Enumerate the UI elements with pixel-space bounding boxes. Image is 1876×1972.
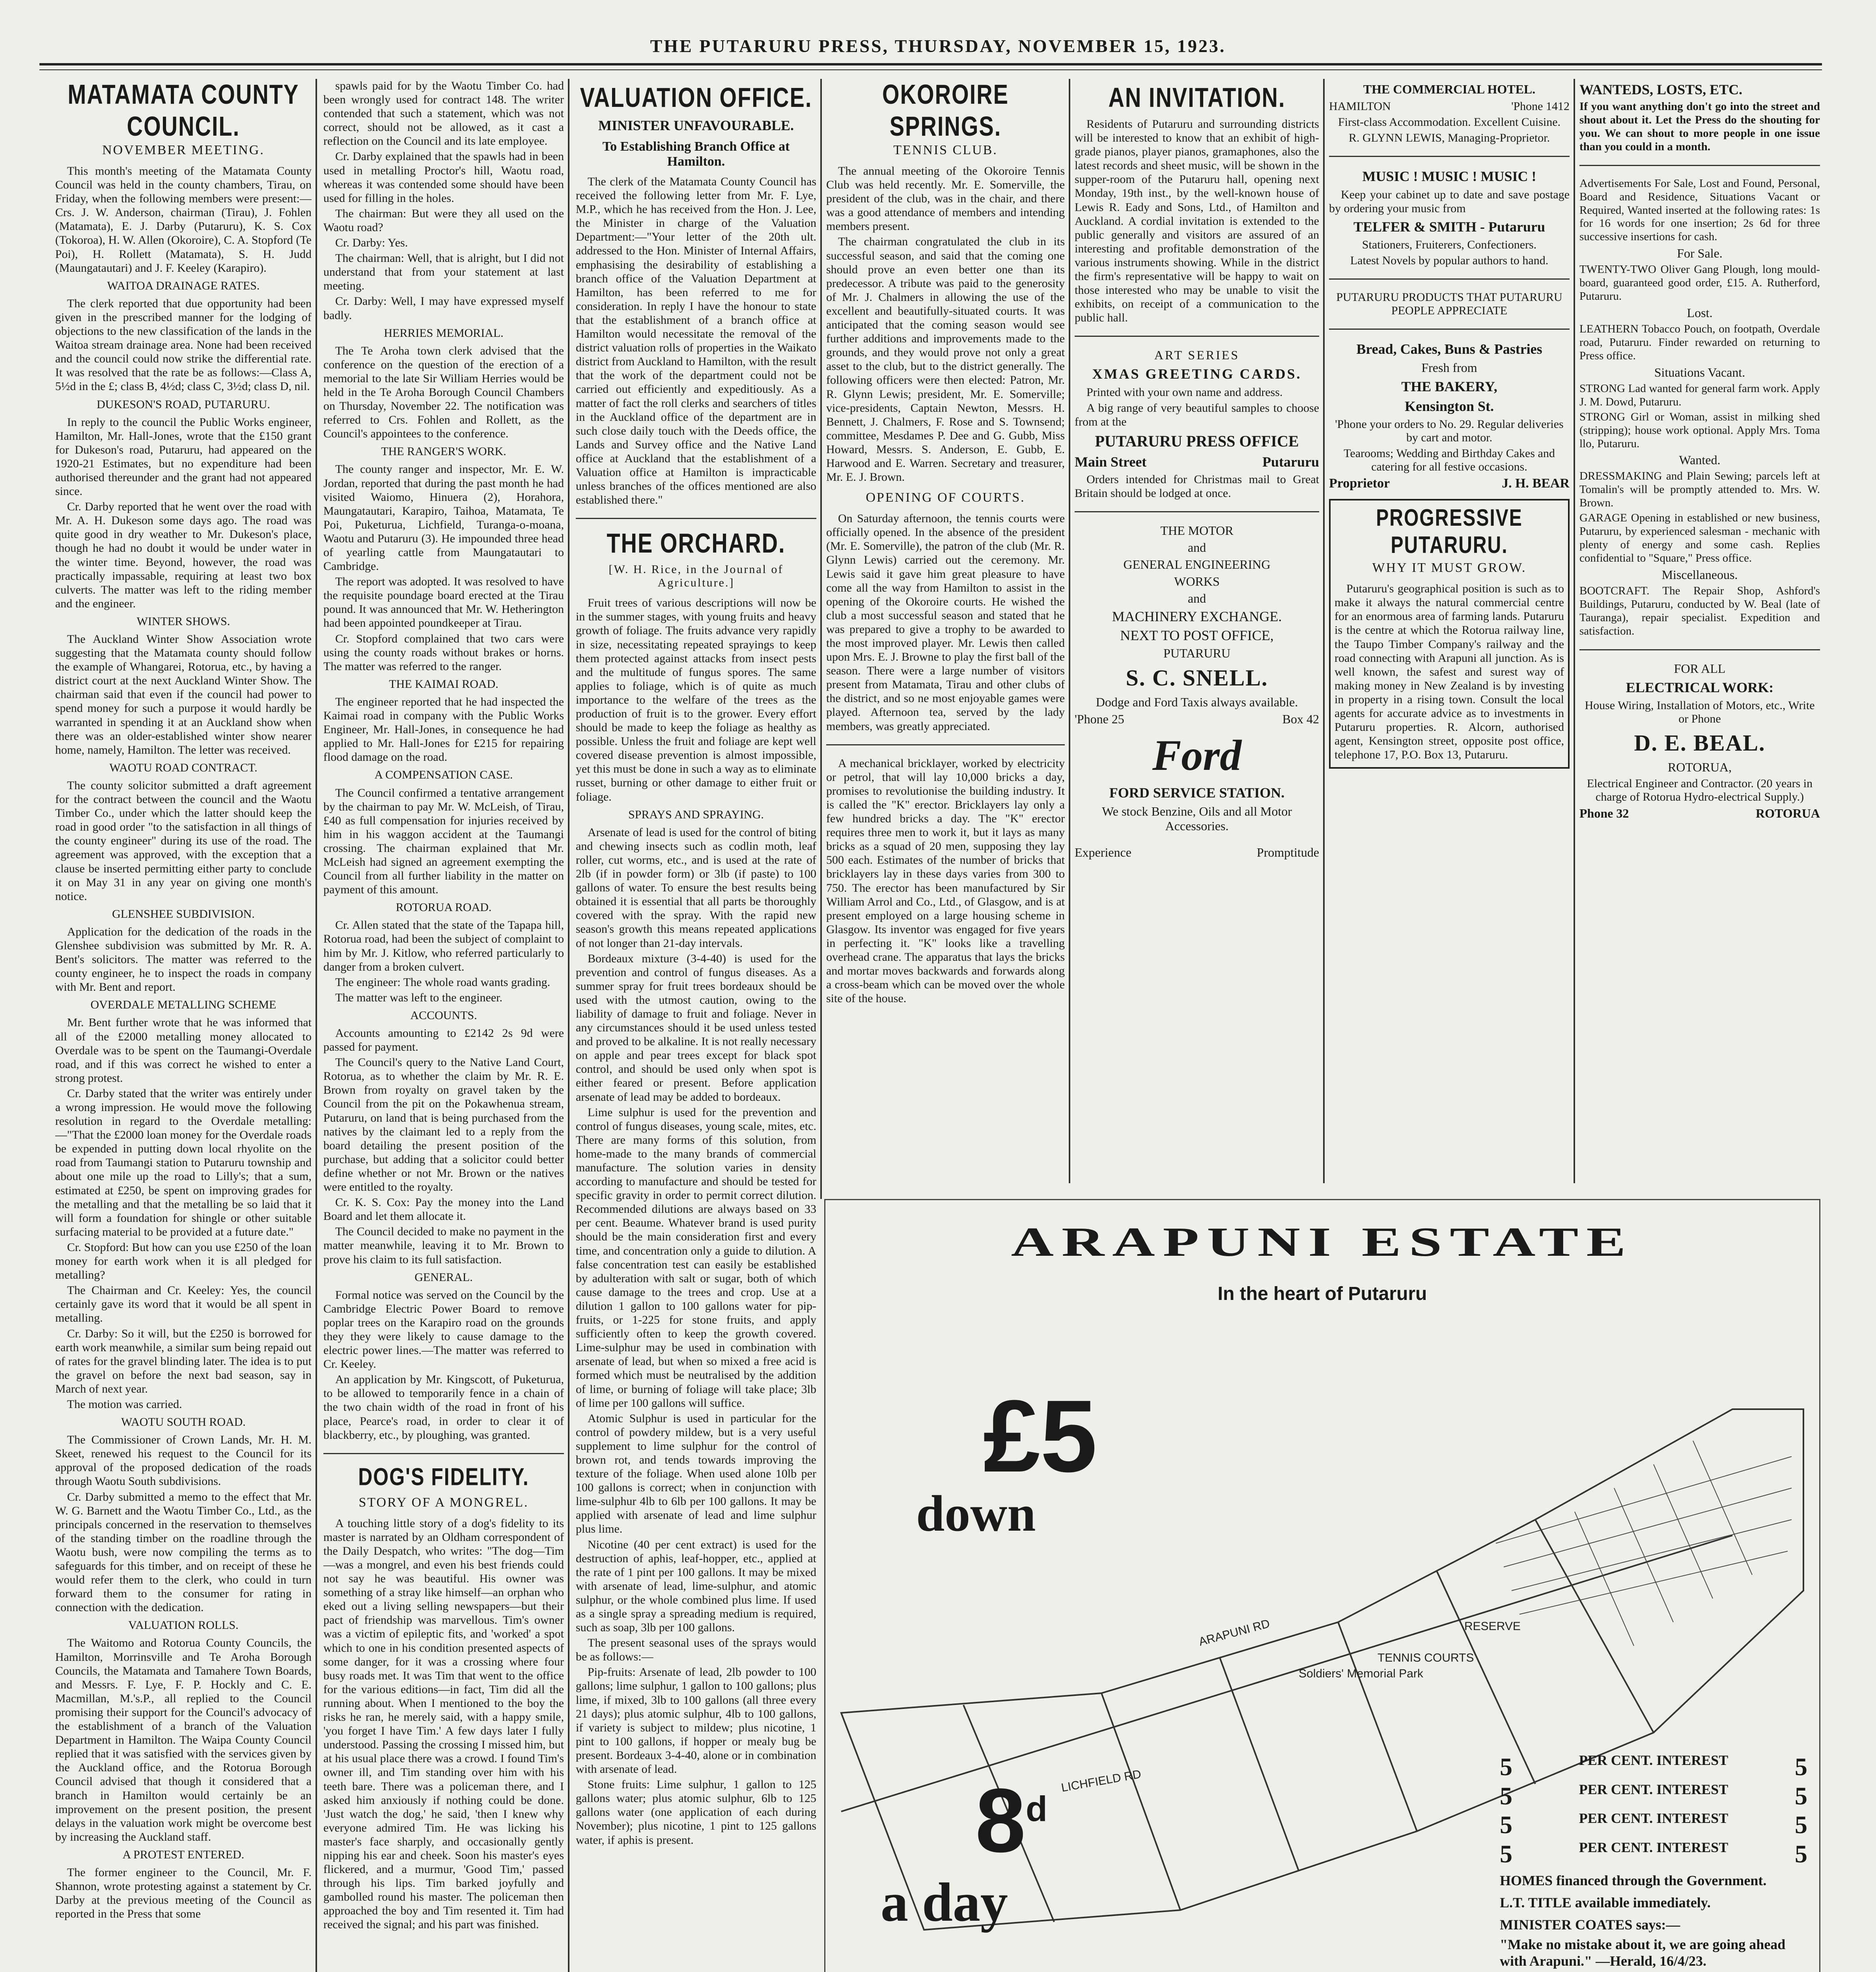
- ad-experience: Experience: [1075, 845, 1131, 859]
- paragraph: The chairman: But were they all used on the Waotu road?: [323, 207, 564, 234]
- interest-row: 5 PER CENT. INTEREST 5: [1500, 1781, 1807, 1810]
- article-subtitle: MINISTER UNFAVOURABLE.: [598, 118, 794, 133]
- article-byline: [W. H. Rice, in the Journal of Agriculture.]: [609, 563, 784, 590]
- ad-art-series: ART SERIES: [1154, 348, 1240, 362]
- paragraph: The Commissioner of Crown Lands, Mr. H. M. Skeet, renewed his request to the Council for its approval of the proposed dedication of the roads through Waotu South subdivisions.: [55, 1433, 312, 1488]
- estate-quote: "Make no mistake about it, we are going ahead with Arapuni." —Herald, 16/4/23.: [1500, 1937, 1786, 1969]
- paragraph: The engineer: The whole road wants grading.: [335, 975, 551, 989]
- ad-phone32: Phone 32: [1579, 806, 1629, 820]
- paragraph: The Council confirmed a tentative arrangement by the chairman to pay Mr. W. McLeish, of Tirau, £40 as full compensation for injuries received by him in his waggon accident at the Taumangi crossing. The chairman explained that Mr. McLeish had signed an agreement exempting the Council from all further liability in the matter on payment of this amount.: [323, 786, 564, 896]
- article-title: MATAMATA COUNTY COUNCIL.: [67, 79, 299, 142]
- ad-for-all: FOR ALL: [1674, 661, 1726, 676]
- ad-hamilton: HAMILTON: [1329, 100, 1391, 113]
- divider: [1329, 329, 1570, 330]
- ad-progressive-text: Putaruru's geographical position is such as to make it always the natural commercial centre for an enormous area of farming lands. Putaruru is the centre at which the Rotorua railway line, the Taupo Timber Company's railway and the road connecting with Arapuni all junction. As is well known, the safest and surest way of making money in New Zealand is by investing in property in a rising town. Consult the local agents for accurate advice as to investments in Putaruru properties. R. Alcorn, authorised agent, Kensington street, opposite post office, telephone 17, P.O. Box 13, Putaruru.: [1335, 582, 1564, 762]
- ad-accom: First-class Accommodation. Excellent Cuisine.: [1338, 116, 1561, 129]
- ad-general-engineering: GENERAL ENGINEERING: [1123, 557, 1271, 571]
- article-title: VALUATION OFFICE.: [580, 82, 812, 113]
- estate-title: ARAPUNI ESTATE: [1011, 1219, 1634, 1265]
- masthead-rule: [39, 63, 1822, 70]
- paragraph: Lime sulphur is used for the prevention and control of fungus diseases, young scale, mites, etc. There are many forms of this solution, from home-made to the many brands of commercial manufacture. The solution varies in density according to manufacture and should be tested for specific gravity in order to permit correct dilution. Recommended dilutions are always based on 33 per cent. Beaume. Whatever brand is used purity should be the main consideration first and every time, and concentration only a guide to dilution. A false concentration test can easily be established by adulteration with salt or sugar, both of which cause damage to the trees and crop. Use at a dilution 1 gallon to 100 gallons water for pip-fruits, or 1-225 for stone fruits, and apply sufficiently often to keep the growth covered. Lime-sulphur may be used in combination with arsenate of lead, but when so mixed a free acid is formed which must be neutralised by the addition of lime, or burning of foliage will take place; 3lb of lime per 100 gallons will suffice.: [576, 1106, 816, 1410]
- map-label: LICHFIELD RD: [1060, 1767, 1142, 1795]
- map-label: RESERVE: [1464, 1620, 1521, 1633]
- article-matamata-council-cont: [323, 79, 564, 1972]
- article-body: [576, 596, 816, 1847]
- ad-proprietor: Proprietor: [1329, 476, 1390, 491]
- article-body: [576, 175, 816, 507]
- ad-text: A big range of very beautiful samples to choose from at the: [1075, 401, 1319, 428]
- ad-benzine: We stock Benzine, Oils and all Motor Accessories.: [1102, 804, 1292, 833]
- paragraph: Cr. Darby: Well, I may have expressed myself badly.: [323, 295, 564, 322]
- paragraph: The annual meeting of the Okoroire Tennis Club was held recently. Mr. E. Somerville, the president of the club, was in the chair, and there was a good attendance of members and intending members present.: [826, 164, 1065, 233]
- section-heading: WINTER SHOWS.: [136, 614, 230, 628]
- paragraph: The county solicitor submitted a draft agreement for the contract between the council and the Waotu Timber Co., under which the latter should keep the road in good order "to the satisfaction in all things of the county engineer" during its use of the road. The agreement was approved, with the exception that a clause be inserted permitting either party to conclude it on May 31 in any year on giving one month's notice.: [55, 779, 312, 903]
- classifieds-rates: Advertisements For Sale, Lost and Found, Personal, Board and Residence, Situations Vacant or Required, Wanted inserted at the following rates: 1s for 16 words for one insertion; 2s 6d for three successive insertions for cash.: [1579, 177, 1820, 243]
- classified-item: STRONG Lad wanted for general farm work. Apply J. M. Dowd, Putaruru.: [1579, 382, 1820, 408]
- column-rule: [820, 79, 822, 1199]
- section-heading: ACCOUNTS.: [410, 1008, 477, 1022]
- classified-item: DRESSMAKING and Plain Sewing; parcels left at Tomalin's will be promptly attended to. Mrs. W. Brown.: [1579, 470, 1820, 510]
- ad-novels: Latest Novels by popular authors to hand.: [1350, 254, 1549, 267]
- paragraph: The county ranger and inspector, Mr. E. W. Jordan, reported that during the past month he had visited Waiomo, Hinuera (2), Horahora, Maungatautari, Karapiro, Taihoa, Matamata, Te Poi, Puketurua, Lichfield, Turanga-o-moana, Waotu and Putaruru (3). He impounded three head of yearling cattle from Maungatautari to Cambridge.: [323, 463, 564, 573]
- section-heading: SPRAYS AND SPRAYING.: [628, 808, 764, 821]
- map-road: [1535, 1520, 1654, 1733]
- article-subtitle-2: To Establishing Branch Office at Hamilton.: [602, 139, 790, 169]
- interest-row: 5 PER CENT. INTEREST 5: [1500, 1752, 1807, 1781]
- paragraph: Formal notice was served on the Council by the Cambridge Electric Power Board to remove poplar trees on the Karapiro road on the grounds they they were likely to cause damage to the electric power lines.—The matter was referred to Cr. Keeley.: [323, 1288, 564, 1371]
- paragraph: This month's meeting of the Matamata County Council was held in the county chambers, Tirau, on Friday, when the following members were present:—Crs. J. W. Anderson, chairman (Tirau), J. Fohlen (Matamata), E. J. Darby (Putaruru), K. S. Cox (Tokoroa), H. W. Allen (Okoroire), C. A. Stopford (Te Poi), H. Rollett (Matamata), S. H. Judd (Maungatautari) and J. F. Keeley (Karapiro).: [55, 164, 312, 275]
- ad-next-post-office: NEXT TO POST OFFICE,: [1120, 627, 1274, 643]
- paragraph: The Auckland Winter Show Association wrote suggesting that the Matamata county should follow the example of Whangarei, Rotorua, etc., by having a district court at the next Auckland Winter Show. The chairman said that even if the council had power to spend money for such a purpose it would hardly be warranted in spending it at an Auckland show when there was an older-established winter show nearer home, namely, Hamilton. The letter was received.: [55, 633, 312, 756]
- classified-item: LEATHERN Tobacco Pouch, on footpath, Overdale road, Putaruru. Finder rewarded on returning to Press office.: [1579, 323, 1820, 362]
- paragraph: Stone fruits: Lime sulphur, 1 gallon to 125 gallons water; plus atomic sulphur, 6lb to 125 gallons water (one application of each during November); plus nicotine, 1 pint to 125 gallons water, if aphis is present.: [576, 1778, 816, 1847]
- article-body: [826, 164, 1065, 484]
- column-rule: [1323, 79, 1325, 1183]
- section-misc: Miscellaneous.: [1661, 567, 1738, 582]
- map-lot-line: [1437, 1571, 1535, 1784]
- estate-eight: [975, 1768, 1047, 1873]
- ad-bear: J. H. BEAR: [1502, 476, 1570, 491]
- ad-rotorua2: ROTORUA: [1756, 806, 1820, 820]
- ad-greeting-cards: XMAS GREETING CARDS.: [1092, 366, 1302, 382]
- ad-snell: S. C. SNELL.: [1126, 665, 1268, 691]
- ad-ford-station: FORD SERVICE STATION.: [1109, 784, 1285, 801]
- ad-promptitude: Promptitude: [1256, 845, 1319, 859]
- column-rule: [568, 79, 569, 1972]
- map-label: Soldiers' Memorial Park: [1299, 1667, 1423, 1680]
- paragraph: Bordeaux mixture (3-4-40) is used for the prevention and control of fungus diseases. As a summer spray for fruit trees bordeaux should be used with the utmost caution, owing to the liability of damage to fruit and foliage. Never in any circumstances should it be used unless tested and proved to be alkaline. It is not really necessary on apple and pear trees except for black spot control, and should be used only when spot is either feared or present. Before application arsenate of lead may be added to bordeaux.: [576, 952, 816, 1104]
- map-label: TENNIS COURTS: [1378, 1651, 1474, 1664]
- divider: [1329, 156, 1570, 157]
- estate-homes: HOMES financed through the Government.: [1500, 1873, 1767, 1889]
- ad-fresh: Fresh from: [1421, 360, 1477, 375]
- paragraph: The Chairman and Cr. Keeley: Yes, the council certainly gave its word that it would be all spent in metalling.: [55, 1284, 312, 1325]
- article-valuation-office: [576, 79, 816, 1972]
- ad-phone-row: [1075, 712, 1319, 726]
- ad-progressive-sub: WHY IT MUST GROW.: [1372, 560, 1527, 575]
- ad-dodge: Dodge and Ford Taxis always available.: [1096, 695, 1298, 709]
- paragraph: The chairman: Well, that is alright, but I did not understand that from your statement at last meeting.: [323, 252, 564, 293]
- masthead: THE PUTARURU PRESS, THURSDAY, NOVEMBER 15, 1923.: [650, 36, 1226, 56]
- article-matamata-council: [55, 79, 312, 1972]
- paragraph: The clerk reported that due opportunity had been given in the prescribed manner for the lodging of objections to the new classification of the lands in the Waitoa stream drainage area. None had been received and the council could now strike the differential rate. It was resolved that the rate be as follows:—Class A, 5½d in the £; class B, 4½d; class C, 3½d; class D, nil.: [55, 297, 312, 393]
- paragraph: Cr. Stopford: But how can you use £250 of the loan money for earth work when it is all pledged for metalling?: [55, 1240, 312, 1282]
- ad-beal: D. E. BEAL.: [1634, 730, 1766, 756]
- section-situations: Situations Vacant.: [1654, 365, 1745, 379]
- ad-invitation-title: AN INVITATION.: [1108, 82, 1286, 113]
- divider: [1075, 336, 1319, 337]
- section-heading: THE KAIMAI ROAD.: [389, 677, 498, 691]
- estate-subtitle: In the heart of Putaruru: [1217, 1283, 1427, 1304]
- paragraph: The present seasonal uses of the sprays would be as follows:—: [576, 1636, 816, 1664]
- article-title: OKOROIRE SPRINGS.: [882, 79, 1009, 142]
- map-lot-line: [1220, 1658, 1299, 1871]
- column-rule: [1574, 79, 1575, 1183]
- ad-house-wiring: House Wiring, Installation of Motors, etc., Write or Phone: [1585, 698, 1815, 725]
- section-heading: DUKESON'S ROAD, PUTARURU.: [97, 398, 270, 411]
- ad-tearooms: Tearooms; Wedding and Birthday Cakes and catering for all festive occasions.: [1344, 447, 1555, 474]
- ad-kensington: Kensington St.: [1404, 398, 1494, 415]
- article-bricklayer: [826, 756, 1065, 1006]
- section-heading: WAOTU ROAD CONTRACT.: [109, 761, 258, 774]
- paragraph: In reply to the council the Public Works engineer, Hamilton, Mr. Hall-Jones, wrote that the £150 grant for Dukeson's road, Putaruru, had appeared on the 1920-21 Estimates, but no expenditure had been authorised thereunder and the grant had not appeared since.: [55, 415, 312, 498]
- paragraph: The Waitomo and Rotorua County Councils, the Hamilton, Morrinsville and Te Aroha Borough Councils, the Matamata and Tamahere Town Boards, and Messrs. F. Lye, F. P. Hockly and C. E. Macmillan, M.'s.P., all replied to the Council promising their support for the Council's advocacy of the establishment of a branch of the Valuation Department in Hamilton. The Waipa County Council replied that it was satisfied with the services given by the Auckland office, and the Rotorua Borough Council advised that though it considered that a branch in Hamilton would certainly be an improvement on the present position, the present delays in the valuation work might be overcome best by increasing the Auckland staff.: [55, 1636, 312, 1843]
- ad-electrical: ELECTRICAL WORK:: [1626, 679, 1774, 695]
- paragraph: The Council's query to the Native Land Court, Rotorua, as to whether the claim by Mr. R. E. Brown from royalty on gravel taken by the Council from the pit on the Pokawhenua stream, Putaruru, on land that is being purchased from the natives by the claimant led to a reply from the board detailing the present position of the purchase, but adding that a solicitor could better define whether or not Mr. Brown or the natives were entitled to the royalty.: [323, 1056, 564, 1194]
- article-title-dog: DOG'S FIDELITY.: [358, 1462, 529, 1490]
- ad-bakery: THE BAKERY,: [1401, 379, 1497, 395]
- ad-stationers: Stationers, Fruiterers, Confectioners.: [1362, 238, 1537, 252]
- classifieds-title: WANTEDS, LOSTS, ETC.: [1579, 82, 1743, 97]
- ad-hotel: THE COMMERCIAL HOTEL.: [1363, 82, 1536, 96]
- section-heading: GENERAL.: [414, 1270, 473, 1284]
- article-body: [323, 1516, 564, 1932]
- ad-invitation-text: Residents of Putaruru and surrounding districts will be interested to know that an exhibit of high-grade pianos, player pianos, gramaphones, also the latest records and sheet music, will be shown in the supper-room of the Putaruru hall, opening next Monday, 19th inst., by the well-known house of Lewis R. Eady and Sons, Ltd., of Hamilton and Auckland. A cordial invitation is extended to the public generally and visitors are assured of an interesting and profitable demonstration of the various instruments showing. While in the district the firm's representative will be happy to wait on those interested who may be unable to visit the exhibits, on receipt of a communication to the public hall.: [1075, 118, 1319, 325]
- estate-pence: d: [1025, 1789, 1047, 1829]
- paragraph: On Saturday afternoon, the tennis courts were officially opened. In the absence of the president (Mr. E. Somerville), the patron of the club (Mr. R. Glynn Lewis) carried out the ceremony. Mr. Lewis said it gave him great pleasure to have come all the way from Hamilton to assist in the opening of the Okoroire courts. He wished the club a most successful season and stated that he was prepared to give a trophy to be awarded to the most improved player. Mr. Lewis then called upon Mrs. E. J. Browne to play the first ball of the season. There were a large number of visitors present from Matamata, Tirau and other clubs of the district, and so ne most enjoyable games were played. Afternoon tea, served by the lady members, was greatly appreciated.: [826, 512, 1065, 733]
- section-for-sale: For Sale.: [1677, 246, 1723, 261]
- classified-item: STRONG Girl or Woman, assist in milking shed (stripping); house work optional. Apply Mrs. Toma llo, Putaruru.: [1579, 410, 1820, 450]
- article-okoroire-springs: [826, 79, 1065, 1191]
- section-heading: A PROTEST ENTERED.: [122, 1848, 245, 1861]
- paragraph: Arsenate of lead is used for the control of biting and chewing insects such as codlin moth, leaf roller, cut worms, etc., and is used at the rate of 2lb (if in powder form) or 3lb (if paste) to 100 gallons of water. To ensure the best results being obtained it is essential that all parts be thoroughly covered with the spray. With the rapid new season's growth this means repeated applications of not longer than 21-day intervals.: [576, 825, 816, 950]
- ad-contractor: Electrical Engineer and Contractor. (20 years in charge of Rotorua Hydro-electrical Supply.): [1587, 777, 1813, 803]
- divider: [323, 1453, 564, 1454]
- ad-products: PUTARURU PRODUCTS THAT PUTARURU PEOPLE APPRECIATE: [1336, 291, 1562, 317]
- section-heading: A COMPENSATION CASE.: [374, 768, 513, 782]
- ad-works: WORKS: [1174, 574, 1220, 588]
- paragraph: Cr. Darby explained that the spawls had in been used in metalling Proctor's hill, Waotu road, whereas it was contended some should have been used for filling in the holes.: [323, 150, 564, 205]
- ad-orders: 'Phone your orders to No. 29. Regular deliveries by cart and motor.: [1335, 418, 1564, 444]
- paragraph: The matter was left to the engineer.: [335, 991, 502, 1004]
- ad-phone: 'Phone 25: [1075, 711, 1124, 726]
- paragraph: Nicotine (40 per cent extract) is used for the destruction of aphis, leaf-hopper, etc., applied at the rate of 1 pint per 100 gallons. It may be mixed with arsenate of lead, lime-sulphur, and atomic sulphur, or the whole combined plus lime. If used as a single spray a spreading medium is required, such as soap, 3lb per 100 gallons.: [576, 1538, 816, 1634]
- ad-motor: THE MOTOR: [1160, 523, 1234, 538]
- section-lost: Lost.: [1687, 306, 1713, 320]
- estate-price: £5: [983, 1379, 1098, 1494]
- paragraph: The report was adopted. It was resolved to have the requisite poundage board erected at the Tirau pound. It was announced that Mr. W. Hetherington had been appointed poundkeeper at Tirau.: [323, 575, 564, 630]
- article-body: [55, 164, 312, 1921]
- ad-glynn: R. GLYNN LEWIS, Managing-Proprietor.: [1348, 131, 1550, 144]
- article-body: [826, 512, 1065, 733]
- section-wanted: Wanted.: [1679, 453, 1721, 467]
- ford-logo: Ford: [1152, 731, 1242, 779]
- paragraph: A touching little story of a dog's fidelity to its master is narrated by an Oldham correspondent of the Daily Despatch, who writes: "The dog—Tim—was a mongrel, and even his best friends could not say he was beautiful. His owner was something of a stray like himself—an orphan who eked out a living selling newspapers—but their pact of friendship was marvellous. Tim's owner was a victim of epileptic fits, and 'worked' a spot which to one in his condition presented aspects of some danger, for it was a crossing where four busy roads met. It was Tim that went to the office for the various editions—in fact, Tim did all the running about. When I mentioned to the boy the risks he ran, he merely said, with a happy smile, 'you forget I have Tim.' A few days later I fully understood. Passing the crossing I missed him, but at his usual place there was a crowd. I found Tim's owner ill, and Tim standing over him with his teeth bare. There was a policeman there, and I asked him anxiously if nothing could be done. 'Just watch the dog,' he said, 'then I knew why everyone admired Tim. He was licking his master's face sharply, and occasionally gently nipping his ear and cheek. Soon his master's eyes flickered, and a murmur, 'Good Tim,' passed through his lips. Tim barked joyfully and gambolled round his master. The policeman then approached the boy and Tim resented it. Tim had received the signal; and his part was finished.: [323, 1516, 564, 1931]
- article-title-orchard: THE ORCHARD.: [607, 527, 786, 559]
- article-subtitle: OPENING OF COURTS.: [866, 490, 1025, 505]
- ad-text: Orders intended for Christmas mail to Great Britain should be lodged at once.: [1075, 472, 1319, 500]
- interest-row: 5 PER CENT. INTEREST 5: [1500, 1839, 1807, 1868]
- divider: [1579, 165, 1820, 166]
- divider: [576, 518, 816, 519]
- divider: [1075, 511, 1319, 512]
- ad-putaruru: PUTARURU: [1163, 646, 1230, 660]
- divider: [1329, 278, 1570, 280]
- estate-a-day: a day: [881, 1872, 1008, 1933]
- map-road: [1101, 1693, 1180, 1910]
- section-heading: ROTORUA ROAD.: [396, 901, 492, 914]
- estate-title-line: L.T. TITLE available immediately.: [1500, 1895, 1711, 1911]
- section-heading: OVERDALE METALLING SCHEME: [90, 998, 276, 1012]
- ad-box: Box 42: [1282, 711, 1319, 726]
- ad-proprietor-row: [1329, 476, 1570, 491]
- paragraph: Fruit trees of various descriptions will now be in the summer stages, with young fruits and heavy growth of foliage. The fruits advance very rapidly in size, necessitating repeated sprayings to keep them protected against attacks from insect pests and the multitude of fungus spores. The same applies to foliage, which is of quite as much importance to the welfare of the trees as the production of fruit is to the grower. Every effort should be made to keep the foliage as healthy as possible. Unless the fruit and foliage are kept well covered disease prevention is almost impossible, yet this must be done in such a way as to eliminate russet, burning or other damage to either fruit or foliage.: [576, 596, 816, 803]
- ad-footer-row: [1075, 845, 1319, 860]
- paragraph: Application for the dedication of the roads in the Glenshee subdivision was submitted by Mr. R. A. Bent's solicitors. The matter was referred to the county engineer, he to inspect the roads in company with Mr. Bent and report.: [55, 925, 312, 994]
- column-rule: [1069, 79, 1070, 1183]
- ads-column-6: [1329, 79, 1570, 1191]
- article-subtitle: NOVEMBER MEETING.: [102, 143, 265, 157]
- article-subtitle: STORY OF A MONGREL.: [358, 1495, 529, 1510]
- section-heading: WAITOA DRAINAGE RATES.: [107, 279, 260, 292]
- ad-beal-phone-row: [1579, 806, 1820, 821]
- paragraph: Cr. Darby submitted a memo to the effect that Mr. W. G. Barnett and the Waotu Timber Co., Ltd., as the principals concerned in the reservation to themselves of the standing timber on the roadline through the Waotu bush, were now compiling the terms as to safeguards for this timber, and on receipt of these he would refer them to the clerk, who could in turn forward them to the consumer for rating in connection with the dedication.: [55, 1490, 312, 1614]
- estate-down: down: [916, 1485, 1036, 1542]
- classifieds: [1579, 79, 1820, 1191]
- paragraph: Atomic Sulphur is used in particular for the control of powdery mildew, but is a very useful supplement to lime sulphur for the control of brown rot, and tends towards improving the texture of the foliage. When used alone 10lb per 100 gallons is correct; when in conjunction with lime-sulphur 4lb to 6lb per 100 gallons. It may be applied with arsenate of lead and lime sulphur plus lime.: [576, 1412, 816, 1536]
- paragraph: Mr. Bent further wrote that he was informed that all of the £2000 metalling money allocated to Overdale was to be spent on the Taumangi-Overdale road, and if this was correct he wished to enter a strong protest.: [55, 1016, 312, 1085]
- classified-item: GARAGE Opening in established or new business, Putaruru, by experienced salesman - mechanic with plenty of energy and some cash. Replies confidential to "Square," Press office.: [1579, 512, 1820, 564]
- ad-telfer: TELFER & SMITH - Putaruru: [1353, 219, 1546, 235]
- interest-row: 5 PER CENT. INTEREST 5: [1500, 1810, 1807, 1839]
- paragraph: Pip-fruits: Arsenate of lead, 2lb powder to 100 gallons; lime sulphur, 1 gallon to 100 gallons; plus lime, if mixed, 3lb to 100 gallons (all three every 21 days); plus atomic sulphur, 4lb to 100 gallons, if variety is subject to mildew; plus nicotine, 1 pint to 100 gallons, if hopper or mealy bug be present. Bordeaux 3-4-40, alone or in combination with arsenate of lead.: [576, 1666, 816, 1776]
- paragraph: Accounts amounting to £2142 2s 9d were passed for payment.: [323, 1027, 564, 1054]
- estate-interest: [1500, 1752, 1807, 1969]
- map-label: ARAPUNI RD: [1197, 1617, 1271, 1649]
- paragraph: The chairman congratulated the club in its successful season, and said that the coming one should prove an even better one than its predecessor. A tribute was paid to the generosity of Mr. J. Chalmers in allowing the use of the excellent and beautifully-situated courts. It was anticipated that the coming season would see further additions and improvements made to the grounds, and they would prove not only a great asset to the club, but to the district generally. The following officers were then elected: Patron, Mr. R. Glynn Lewis; president, Mr. E. Somerville; vice-presidents, Captain Newton, Messrs. H. Bennett, J. Chalmers, F. Rose and S. Townsend; committee, Mesdames P. Dee and G. Gubb, Miss Howard, Messrs. S. Anderson, E. Gubb, E. Harwood and E. Warren. Secretary and treasurer, Mr. E. J. Brown.: [826, 235, 1065, 484]
- ad-and: and: [1187, 591, 1206, 605]
- ad-bread: Bread, Cakes, Buns & Pastries: [1356, 341, 1542, 357]
- ad-rotorua: ROTORUA,: [1667, 760, 1732, 774]
- paragraph: Cr. K. S. Cox: Pay the money into the Land Board and let them allocate it.: [323, 1196, 564, 1223]
- estate-eight-num: 8: [975, 1770, 1026, 1871]
- section-heading: WAOTU SOUTH ROAD.: [121, 1416, 246, 1429]
- column-rule: [315, 79, 317, 1972]
- ad-main-street: Main Street: [1075, 454, 1147, 470]
- ad-progressive-title: PROGRESSIVE PUTARURU.: [1376, 505, 1523, 558]
- paragraph: Cr. Darby: So it will, but the £250 is borrowed for earth work meanwhile, a similar sum being repaid out of rates for the gravel blinding later. The idea is to put the gravel on before the next bad season, say in March of next year.: [55, 1327, 312, 1395]
- ad-progressive-putaruru: [1329, 499, 1570, 769]
- paragraph: The engineer reported that he had inspected the Kaimai road in company with the Public Works Engineer, Mr. Hall-Jones, in consequence he had applied to Mr. Hall-Jones for £215 for repairing flood damage on the road.: [323, 695, 564, 764]
- paragraph: spawls paid for by the Waotu Timber Co. had been wrongly used for contract 148. The writer contended that such a statement, which was not correct, should not be allowed, as it cast a reflection on the Council and its late employee.: [323, 79, 564, 148]
- ad-machinery: MACHINERY EXCHANGE.: [1112, 608, 1282, 624]
- ad-press-office: PUTARURU PRESS OFFICE: [1095, 432, 1299, 450]
- paragraph: The Te Aroha town clerk advised that the conference on the question of the erection of a memorial to the late Sir William Herries would be held in the Te Aroha Borough Council Chambers on Thursday, November 22. The notification was referred to Crs. Fohlen and Rollett, as the Council's appointees to the conference.: [323, 344, 564, 441]
- ad-hotel-row: [1329, 100, 1570, 113]
- article-subtitle: TENNIS CLUB.: [893, 143, 998, 157]
- classified-item: TWENTY-TWO Oliver Gang Plough, long mould-board, guaranteed good order, £15. A. Rutherford, Putaruru.: [1579, 263, 1820, 303]
- paragraph: The former engineer to the Council, Mr. F. Shannon, wrote protesting against a statement by Cr. Darby at the previous meeting of the Council as reported in the Press that some: [55, 1866, 312, 1921]
- classifieds-intro: If you want anything don't go into the street and shout about it. Let the Press do the shouting for you. We can shout to more people in one issue than you could in a month.: [1579, 100, 1820, 153]
- ad-and: and: [1187, 540, 1206, 555]
- section-heading: GLENSHEE SUBDIVISION.: [112, 907, 255, 921]
- paragraph: Cr. Stopford complained that two cars were using the county roads without brakes or horns. The matter was referred to the ranger.: [323, 632, 564, 673]
- paragraph: A mechanical bricklayer, worked by electricity or petrol, that will lay 10,000 bricks a day, promises to revolutionise the building industry. It is called the "K" erector. Bricklayers lay only a few hundred bricks a day. The "K" erector requires three men to work it, but it lays as many bricks as a squad of 20 men, supposing they lay 500 each. Estimates of the number of bricks that bricklayers lay in these days varies from 300 to 750. The erector has been manufactured by Sir William Arrol and Co., Ltd., of Glasgow, and is at present employed on a large housing scheme in Glasgow. Its inventor was engaged for five years in perfecting it. "K" looks like a travelling overhead crane. The apparatus that lays the bricks and mortar moves backwards and forwards along a cross-beam which can be moved over the whole site of the house.: [826, 756, 1065, 1005]
- ad-arapuni-estate: [824, 1199, 1820, 1972]
- ads-column-5: [1075, 79, 1319, 1191]
- section-heading: HERRIES MEMORIAL.: [384, 326, 504, 340]
- ad-music-text: Keep your cabinet up to date and save postage by ordering your music from: [1329, 188, 1570, 215]
- divider: [826, 744, 1065, 745]
- paragraph: Cr. Darby stated that the writer was entirely under a wrong impression. He would move the following resolution in regard to the Overdale metalling:—"That the £2000 loan money for the Overdale roads be expended in putting down local rhyolite on the road from Taumangi station to Putaruru township and about one mile up the road to Lilly's; that a sum, estimated at £250, be spent on improving grades for the metalling and that the metalling be so laid that it will form a foundation for shingle or other suitable surfacing material to be provided at a future date.": [55, 1087, 312, 1238]
- paragraph: The Council decided to make no payment in the matter meanwhile, leaving it to Mr. Brown to prove his claim to its full satisfaction.: [323, 1225, 564, 1266]
- section-heading: THE RANGER'S WORK.: [381, 445, 506, 458]
- divider: [1579, 649, 1820, 650]
- ad-music: MUSIC ! MUSIC ! MUSIC !: [1362, 168, 1536, 184]
- paragraph: The clerk of the Matamata County Council has received the following letter from Mr. F. Lye, M.P., which he has received from the Hon. J. Lee, the Minister in charge of the Valuation Department:—"Your letter of the 20th ult. addressed to the Hon. Minister of Internal Affairs, emphasising the desirability of establishing a branch office of the Valuation Department at Hamilton, has been referred to me for consideration. In reply I have the honour to state that the establishment of a branch office at Hamilton would necessitate the removal of the district valuation rolls of properties in the Waikato district from Auckland to Hamilton, with the result that the work of the department could not be carried out efficiently and expeditiously. As a matter of fact the roll clerks and searchers of titles in the Auckland office of the department are in such close daily touch with the Deeds office, the Lands and Survey office and the Native Land office at Auckland that the establishment of a Valuation office at Hamilton is impracticable unless branches of the offices mentioned are also established there.": [576, 175, 816, 507]
- ad-text: Printed with your own name and address.: [1086, 386, 1283, 399]
- estate-minister: MINISTER COATES says:—: [1500, 1917, 1680, 1933]
- ad-hotel-phone: 'Phone 1412: [1511, 100, 1570, 113]
- article-body: [323, 79, 564, 1442]
- paragraph: Cr. Allen stated that the state of the Tapapa hill, Rotorua road, had been the subject of complaint to him by Mr. J. Kitlow, who referred particularly to danger from a broken culvert.: [323, 919, 564, 973]
- ad-putaruru: Putaruru: [1262, 454, 1319, 470]
- paragraph: The motion was carried.: [67, 1397, 182, 1411]
- paragraph: Cr. Darby: Yes.: [335, 236, 408, 250]
- classified-item: BOOTCRAFT. The Repair Shop, Ashford's Buildings, Putaruru, conducted by W. Beal (late of Tauranga), repair specialist. Expedition and satisfaction.: [1579, 584, 1820, 637]
- paragraph: An application by Mr. Kingscott, of Puketurua, to be allowed to temporarily fence in a chain of the two chain width of the road in front of his place, Pearce's road, in order to clear it of blackberry, etc., by ploughing, was granted.: [323, 1373, 564, 1442]
- section-heading: VALUATION ROLLS.: [128, 1619, 239, 1632]
- ad-address-row: [1075, 454, 1319, 470]
- paragraph: Cr. Darby reported that he went over the road with Mr. A. H. Dukeson some days ago. The road was quite good in dry weather to Mr. Dukeson's place, though he had no doubt it would be under water in the winter time. Beyond, however, the road was practically impassable, requiring at least two box culverts. The matter was left to the riding member and the engineer.: [55, 500, 312, 610]
